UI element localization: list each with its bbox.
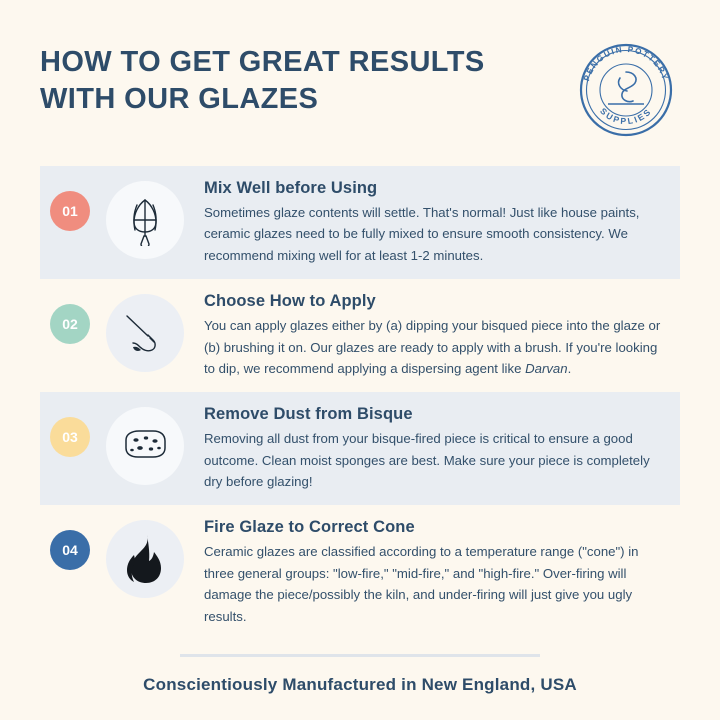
step-number-badge-2: 02 [50, 304, 90, 344]
step-number-badge-1: 01 [50, 191, 90, 231]
header [40, 36, 680, 144]
penguin-pottery-supplies-logo [572, 36, 680, 144]
step-number-badge-3: 03 [50, 417, 90, 457]
step-item-3 [40, 392, 680, 505]
step-body-4: Ceramic glazes are classified according to a temperature range ("cone") in three general groups: "low-fire," "mid-fire," and "high-fire." Over-firing will damage the piece/possibly the kiln, and under-firing will just give you ugly results. [204, 544, 639, 624]
step-item-4 [40, 505, 680, 640]
step-item-1 [40, 166, 680, 279]
step-text-3 [204, 403, 672, 492]
whisk-icon [106, 181, 184, 259]
step-title-2: Choose How to Apply [204, 292, 376, 311]
footer-text: Conscientiously Manufactured in New England, USA [143, 674, 577, 694]
step-body-3: Removing all dust from your bisque-fired piece is critical to ensure a good outcome. Clean moist sponges are best. Make sure your piece is completely dry before glazing! [204, 431, 650, 489]
step-title-4: Fire Glaze to Correct Cone [204, 518, 415, 537]
steps-list [40, 166, 680, 640]
step-text-2 [204, 290, 672, 379]
flame-icon [106, 520, 184, 598]
step-body-2-emphasis: Darvan [525, 360, 568, 376]
step-number-badge-4: 04 [50, 530, 90, 570]
page-title: HOW TO GET GREAT RESULTS WITH OUR GLAZES [40, 46, 485, 116]
step-title-1: Mix Well before Using [204, 179, 378, 197]
step-body-2-part2: . [567, 360, 572, 376]
svg-text:PENGUIN POTTERY: PENGUIN POTTERY [582, 44, 670, 83]
step-body-2-part1: You can apply glazes either by (a) dipping your bisqued piece into the glaze or (b) brushing it on. Our glazes are ready to apply with a brush. If you're looking to dip, we recommend applying a dispersing agent like [204, 318, 661, 376]
step-body-1: Sometimes glaze contents will settle. That's normal! Just like house paints, ceramic glazes need to be fully mixed to ensure smooth consistency. We recommend mixing well for at least 1-2 minutes. [204, 205, 640, 263]
step-body-2 [204, 315, 668, 379]
step-text-1 [204, 177, 672, 266]
step-item-2 [40, 279, 680, 392]
footer-divider [180, 654, 540, 657]
sponge-icon [106, 407, 184, 485]
step-text-4 [204, 516, 672, 627]
step-title-3: Remove Dust from Bisque [204, 405, 413, 424]
svg-text:SUPPLIES: SUPPLIES [598, 105, 654, 127]
brush-icon [106, 294, 184, 372]
